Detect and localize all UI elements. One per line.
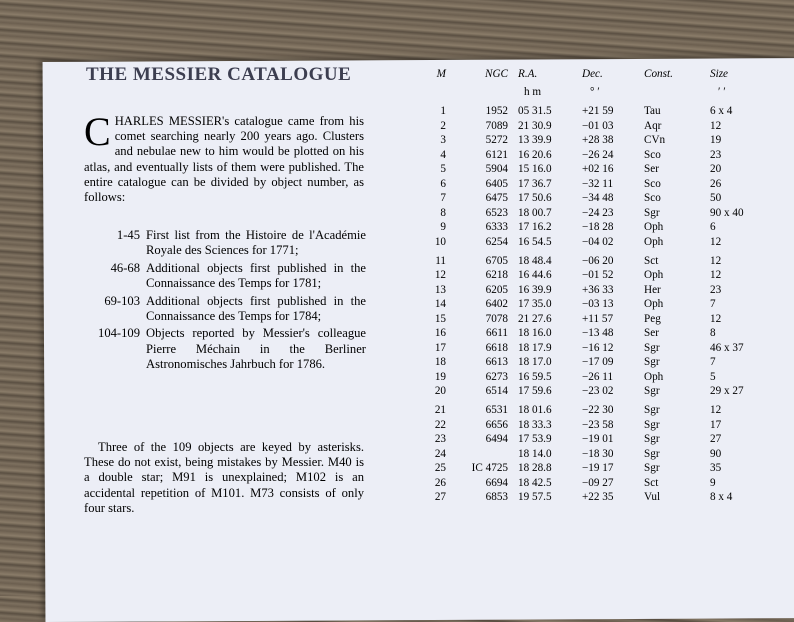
- cell-m: 10: [434, 235, 446, 248]
- cell-ngc: 6475: [485, 192, 508, 205]
- cell-ra: 18 33.3: [518, 418, 552, 431]
- cell-ngc: 6656: [485, 418, 508, 431]
- cell-ra: 17 50.6: [518, 192, 552, 205]
- cell-ra: 18 42.5: [518, 476, 552, 489]
- cell-dec: −09 27: [582, 476, 614, 489]
- units-ra: h m: [524, 86, 542, 98]
- cell-m: 17: [434, 341, 446, 354]
- cell-const: Peg: [644, 312, 661, 325]
- cell-const: Sco: [644, 148, 661, 161]
- cell-size: 27: [710, 433, 722, 446]
- cell-m: 13: [434, 283, 446, 296]
- cell-ra: 19 57.5: [518, 491, 552, 504]
- cell-ngc: 6523: [485, 206, 508, 219]
- cell-size: 5: [710, 370, 716, 383]
- cell-ngc: 6402: [485, 298, 508, 311]
- cell-ngc: 6494: [485, 433, 508, 446]
- cell-m: 26: [434, 476, 446, 489]
- cell-dec: −19 01: [582, 433, 614, 446]
- cell-ra: 16 44.6: [518, 269, 552, 282]
- cell-dec: −16 12: [582, 341, 614, 354]
- cell-m: 6: [440, 177, 446, 190]
- cell-m: 5: [440, 163, 446, 176]
- cell-size: 6 x 4: [710, 105, 733, 117]
- cell-const: Vul: [644, 491, 661, 504]
- header-ra: R.A.: [518, 68, 538, 80]
- cell-m: 2: [440, 119, 446, 132]
- cell-ra: 21 27.6: [518, 312, 552, 325]
- cell-ngc: 6618: [485, 341, 508, 354]
- cell-dec: −18 30: [582, 447, 614, 460]
- cell-size: 90: [710, 447, 722, 460]
- cell-dec: −18 28: [582, 221, 614, 234]
- cell-ngc: 6205: [485, 283, 508, 296]
- cell-ra: 18 14.0: [518, 447, 552, 460]
- part-range: 46-68: [110, 260, 140, 275]
- cell-m: 11: [435, 254, 446, 267]
- cell-dec: −06 20: [582, 254, 614, 267]
- cell-m: 8: [440, 206, 446, 219]
- cell-ngc: 1952: [485, 105, 508, 117]
- cell-ra: 17 59.6: [518, 385, 552, 398]
- cell-m: 12: [434, 269, 446, 282]
- cell-ngc: 7089: [485, 119, 508, 132]
- catalogue-part: [80, 261, 366, 292]
- cell-m: 4: [440, 148, 446, 161]
- cell-m: 9: [440, 221, 446, 234]
- cell-dec: +11 57: [582, 312, 614, 325]
- cell-const: Sco: [644, 177, 661, 190]
- cell-const: Her: [644, 283, 661, 296]
- cell-ngc: 6273: [485, 370, 508, 383]
- cell-m: 27: [434, 491, 446, 504]
- cell-ngc: 6853: [485, 491, 508, 504]
- cell-const: Sgr: [644, 385, 660, 398]
- cell-ra: 13 39.9: [518, 134, 552, 147]
- cell-ngc: 6333: [485, 221, 508, 234]
- outro-paragraph: Three of the 109 objects are keyed by asterisks. These do not exist, being mistakes by Messier. M40 is a double star; M91 is unexplained; M102 is an accidental repetition of M101. M73 consists of only four stars.: [84, 440, 364, 515]
- cell-dec: +02 16: [582, 163, 614, 176]
- cell-dec: −23 58: [582, 418, 614, 431]
- cell-size: 29 x 27: [710, 385, 744, 398]
- cell-const: Ser: [644, 163, 659, 176]
- header-ngc: NGC: [484, 68, 508, 80]
- cell-const: Sgr: [644, 462, 660, 475]
- intro-text: HARLES MESSIER's catalogue came from his comet searching nearly 200 years ago. Clusters and nebulae new to him would be plotted on his atlas, and eventually lists of them were published. The entire catalogue can be divided by object number, as follows:: [84, 114, 364, 205]
- cell-ra: 18 16.0: [518, 327, 552, 340]
- cell-size: 7: [710, 356, 716, 369]
- cell-const: Sgr: [644, 433, 660, 446]
- catalogue-part: [80, 228, 366, 259]
- cell-ra: 17 16.2: [518, 221, 552, 234]
- cell-ngc: 5904: [485, 163, 508, 176]
- cell-const: Oph: [644, 235, 664, 248]
- part-text: Additional objects first published in the Connaissance des Temps for 1784;: [146, 293, 366, 324]
- cell-m: 24: [434, 447, 446, 460]
- part-text: First list from the Histoire de l'Académie Royale des Sciences for 1771;: [146, 228, 366, 258]
- part-range: 104-109: [98, 326, 140, 341]
- cell-ngc: 6218: [485, 269, 508, 282]
- cell-dec: −01 52: [582, 269, 614, 282]
- cell-ngc: IC 4725: [471, 462, 508, 475]
- cell-size: 9: [710, 476, 716, 489]
- cell-dec: −01 03: [582, 119, 614, 132]
- cell-dec: −34 48: [582, 192, 614, 205]
- cell-size: 12: [710, 312, 722, 325]
- cell-ra: 18 17.0: [518, 356, 552, 369]
- cell-dec: −04 02: [582, 235, 614, 248]
- header-size: Size: [710, 68, 729, 80]
- cell-size: 7: [710, 298, 716, 311]
- cell-m: 20: [434, 385, 446, 398]
- cell-dec: −13 48: [582, 327, 614, 340]
- cell-size: 35: [710, 462, 722, 475]
- cell-m: 25: [434, 462, 446, 475]
- page-title: THE MESSIER CATALOGUE: [86, 64, 352, 85]
- cell-ngc: 6613: [485, 356, 508, 369]
- cell-const: Oph: [644, 298, 664, 311]
- cell-ra: 17 53.9: [518, 433, 552, 446]
- cell-const: Oph: [644, 269, 664, 282]
- part-text: Additional objects first published in the Connaissance des Temps for 1781;: [146, 260, 366, 291]
- cell-dec: +21 59: [582, 105, 614, 117]
- cell-ngc: 6694: [485, 476, 508, 489]
- cell-size: 20: [710, 163, 722, 176]
- cell-size: 8 x 4: [710, 491, 733, 504]
- cell-const: Tau: [644, 105, 661, 117]
- intro-paragraph: [84, 109, 364, 205]
- cell-size: 12: [710, 254, 722, 267]
- cell-size: 46 x 37: [710, 341, 744, 354]
- cell-const: CVn: [644, 134, 666, 147]
- cell-dec: −24 23: [582, 206, 614, 219]
- cell-ra: 16 39.9: [518, 283, 552, 296]
- cell-dec: −26 24: [582, 148, 614, 161]
- cell-const: Oph: [644, 370, 664, 383]
- cell-const: Sgr: [644, 447, 660, 460]
- cell-size: 6: [710, 221, 716, 234]
- cell-ngc: 6531: [485, 404, 508, 416]
- cell-m: 21: [434, 404, 446, 416]
- cell-ra: 18 00.7: [518, 206, 552, 219]
- cell-ra: 16 20.6: [518, 148, 552, 161]
- units-dec: ° ′: [590, 86, 600, 98]
- catalogue-part: [80, 294, 366, 325]
- cell-size: 19: [710, 134, 722, 147]
- cell-const: Sct: [644, 476, 659, 489]
- cell-dec: −23 02: [582, 385, 614, 398]
- cell-size: 12: [710, 404, 722, 416]
- cell-ra: 18 17.9: [518, 341, 552, 354]
- cell-m: 22: [434, 418, 446, 431]
- cell-size: 17: [710, 418, 722, 431]
- cell-const: Sgr: [644, 206, 660, 219]
- cell-dec: −19 17: [582, 462, 614, 475]
- cell-ngc: 6514: [485, 385, 508, 398]
- cell-m: 14: [434, 298, 446, 311]
- drop-cap: C: [84, 109, 111, 154]
- cell-ra: 18 28.8: [518, 462, 552, 475]
- cell-m: 3: [440, 134, 446, 147]
- part-range: 69-103: [104, 293, 140, 308]
- cell-const: Sgr: [644, 418, 660, 431]
- cell-ngc: 5272: [485, 134, 508, 147]
- cell-dec: +22 35: [582, 491, 614, 504]
- header-dec: Dec.: [582, 68, 603, 80]
- cell-m: 16: [434, 327, 446, 340]
- cell-ngc: 7078: [485, 312, 508, 325]
- cell-ra: 05 31.5: [518, 105, 552, 117]
- cell-size: 23: [710, 283, 722, 296]
- cell-const: Sct: [644, 254, 659, 267]
- cell-ngc: 6254: [485, 235, 508, 248]
- cell-size: 12: [710, 119, 722, 132]
- cell-ra: 17 36.7: [518, 177, 552, 190]
- cell-m: 19: [434, 370, 446, 383]
- header-const: Const.: [644, 68, 673, 80]
- cell-const: Sco: [644, 192, 661, 205]
- cell-ngc: 6705: [485, 254, 508, 267]
- part-range: 1-45: [116, 228, 140, 242]
- cell-ra: 16 59.5: [518, 370, 552, 383]
- catalogue-part: [80, 326, 366, 372]
- cell-ra: 18 48.4: [518, 254, 552, 267]
- cell-const: Sgr: [644, 404, 660, 416]
- cell-m: 1: [440, 105, 446, 117]
- cell-const: Aqr: [644, 119, 662, 132]
- header-m: M: [436, 68, 446, 80]
- cell-ra: 21 30.9: [518, 119, 552, 132]
- cell-ngc: 6121: [485, 148, 508, 161]
- cell-const: Sgr: [644, 356, 660, 369]
- cell-m: 7: [440, 192, 446, 205]
- cell-dec: −32 11: [582, 177, 614, 190]
- cell-dec: −26 11: [582, 370, 614, 383]
- cell-const: Sgr: [644, 341, 660, 354]
- cell-ra: 18 01.6: [518, 404, 552, 416]
- cell-ngc: 6611: [486, 327, 508, 340]
- cell-ra: 16 54.5: [518, 235, 552, 248]
- cell-m: 23: [434, 433, 446, 446]
- cell-size: 90 x 40: [710, 206, 744, 219]
- cell-ra: 15 16.0: [518, 163, 552, 176]
- cell-ngc: 6405: [485, 177, 508, 190]
- cell-dec: −03 13: [582, 298, 614, 311]
- units-size: ′ ′: [718, 86, 726, 98]
- cell-size: 23: [710, 148, 722, 161]
- cell-m: 18: [434, 356, 446, 369]
- cell-size: 12: [710, 269, 722, 282]
- cell-dec: +28 38: [582, 134, 614, 147]
- cell-dec: −17 09: [582, 356, 614, 369]
- cell-dec: +36 33: [582, 283, 614, 296]
- cell-ra: 17 35.0: [518, 298, 552, 311]
- part-text: Objects reported by Messier's colleague Pierre Méchain in the Berliner Astronomisches Jahrbuch for 1786.: [146, 326, 366, 372]
- catalogue-parts-list: [80, 228, 366, 375]
- cell-size: 26: [710, 177, 722, 190]
- cell-size: 50: [710, 192, 722, 205]
- cell-size: 12: [710, 235, 722, 248]
- cell-const: Ser: [644, 327, 659, 340]
- cell-m: 15: [434, 312, 446, 325]
- cell-size: 8: [710, 327, 716, 340]
- cell-dec: −22 30: [582, 404, 614, 416]
- cell-const: Oph: [644, 221, 664, 234]
